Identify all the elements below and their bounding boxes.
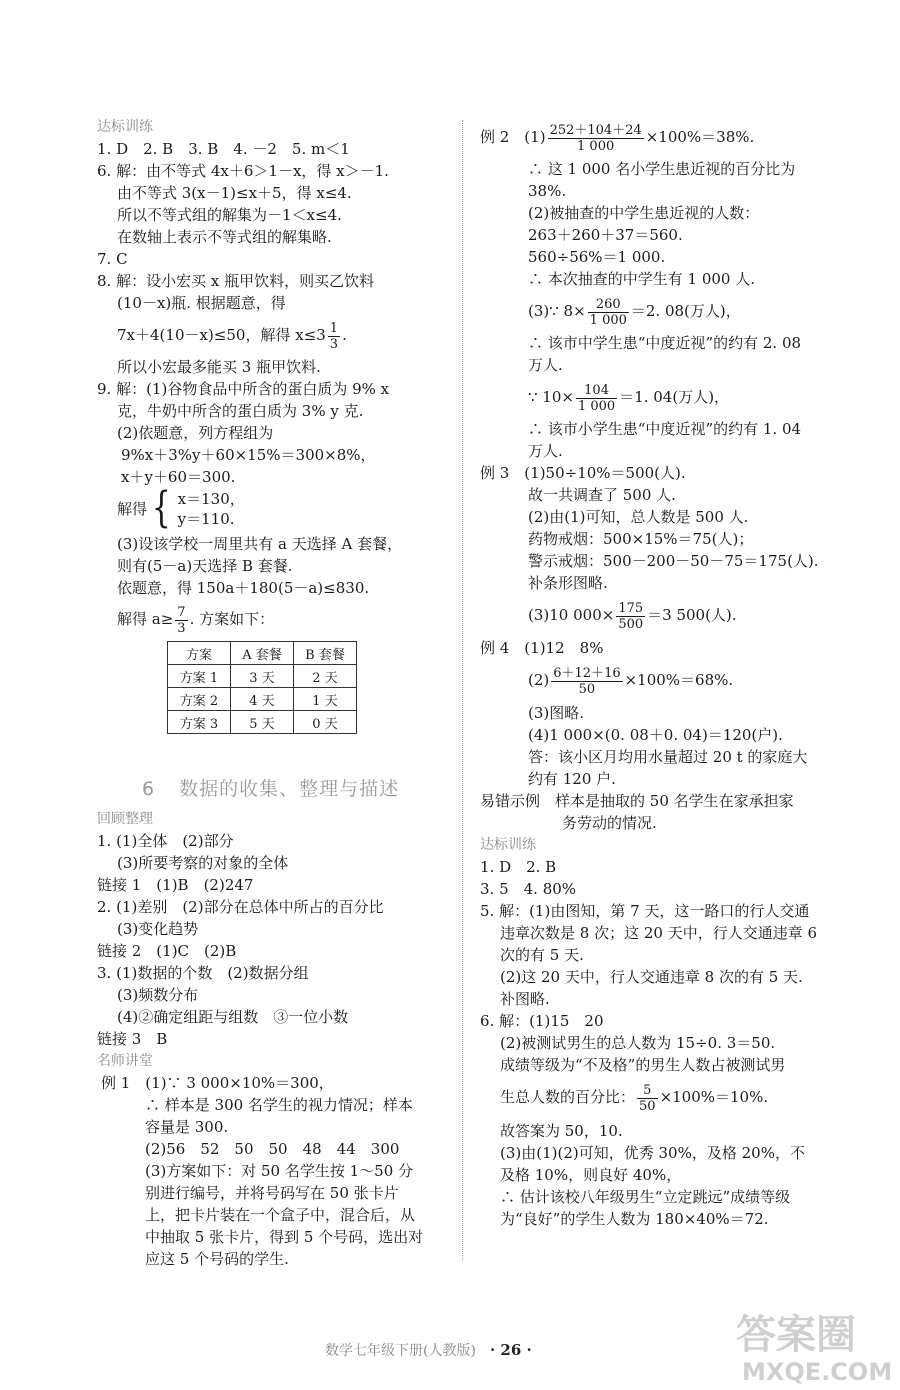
answer-line: ∴ 样本是 300 名学生的视力情况；样本: [145, 1096, 413, 1114]
table-cell: 3 天: [231, 665, 294, 688]
section-heading: 回顾整理: [97, 811, 153, 827]
answer-line: 解得 a≥ $\frac{7}{3}$ . 方案如下：: [117, 604, 275, 636]
answer-line: 9. 解：(1)谷物食品中所含的蛋白质为 9% x: [97, 380, 390, 398]
answer-line: 1. D 2. B: [480, 858, 557, 876]
answer-line: (4)1 000×(0. 08＋0. 04)＝120(户).: [528, 726, 783, 744]
answer-line: 所以小宏最多能买 3 瓶甲饮料.: [117, 358, 321, 376]
answer-line: 8. 解：设小宏买 x 瓶甲饮料，则买乙饮料: [97, 272, 375, 290]
answer-line: (3)图略.: [528, 704, 585, 722]
answer-line: 务劳动的情况.: [562, 814, 657, 832]
answer-line: 约有 120 户.: [528, 770, 616, 788]
answer-line: ∴ 该市小学生患“中度近视”的约有 1. 04: [528, 420, 802, 438]
answer-line: 则有(5－a)天选择 B 套餐.: [117, 557, 293, 575]
answer-line: 药物戒烟：500×15%＝75(人)；: [528, 530, 754, 548]
fraction: $\frac{252+104+24}{1 000}$: [549, 122, 642, 154]
table-header-cell: 方案: [168, 642, 231, 665]
page-number: · 26 ·: [489, 1341, 532, 1359]
answer-line: (2)被抽查的中学生患近视的人数：: [528, 204, 760, 222]
answer-line: 成绩等级为“不及格”的男生人数占被测试男: [500, 1056, 786, 1074]
answer-line: 链接 2 (1)C (2)B: [97, 942, 237, 960]
fraction: $\frac{5}{50}$: [639, 1082, 656, 1114]
answer-line: 38%.: [528, 182, 567, 200]
answer-line: (10－x)瓶. 根据题意，得: [117, 294, 286, 312]
answer-line: 警示戒烟：500－200－50－75＝175(人).: [528, 552, 819, 570]
answer-line: 1. (1)全体 (2)部分: [97, 832, 234, 850]
answer-line: 5. 解：(1)由图知，第 7 天，这一路口的行人交通: [480, 902, 810, 920]
answer-line: 克，牛奶中所含的蛋白质为 3% y 克.: [117, 402, 364, 420]
answer-line: (3)所要考察的对象的全体: [117, 854, 289, 872]
answer-line: 补图略.: [500, 990, 550, 1008]
answer-line: 中抽取 5 张卡片，得到 5 个号码，选出对: [145, 1228, 424, 1246]
table-cell: 5 天: [231, 711, 294, 734]
plan-table: [167, 641, 357, 734]
answer-line: ∴ 估计该校八年级男生“立定跳远”成绩等级: [500, 1188, 791, 1206]
answer-line: (2)依题意，列方程组为: [117, 424, 274, 442]
answer-line: 及格 10%，则良好 40%，: [500, 1166, 682, 1184]
table-cell: 4 天: [231, 688, 294, 711]
answer-line: (2)56 52 50 50 48 44 300: [145, 1140, 400, 1158]
answer-line: 在数轴上表示不等式组的解集略.: [117, 228, 332, 246]
answer-line: ∵ 10× $\frac{104}{1 000}$ ＝1. 04(万人)，: [528, 382, 730, 414]
fraction: $\frac{104}{1 000}$: [577, 382, 616, 414]
table-row: [168, 665, 357, 688]
answer-line: 违章次数是 8 次；这 20 天中，行人交通违章 6: [500, 924, 818, 942]
answer-line: 上，把卡片装在一个盒子中，混合后，从: [145, 1206, 416, 1224]
watermark-logo: [730, 1300, 895, 1385]
answer-line: (2)由(1)可知，总人数是 500 人.: [528, 508, 749, 526]
answer-line: 例 4 (1)12 8%: [480, 639, 604, 657]
answer-line: 6. 解：(1)15 20: [480, 1012, 604, 1030]
answer-line: 例 2 (1) $\frac{252+104+24}{1 000}$ ×100%＝38%.: [480, 122, 755, 154]
book-title: 数学七年级下册(人教版): [325, 1343, 476, 1359]
section-heading: 名师讲堂: [97, 1053, 153, 1069]
answer-line: 263＋260＋37＝560.: [528, 226, 683, 244]
answer-line: 所以不等式组的解集为－1＜x≤4.: [117, 206, 342, 224]
answer-line: 生总人数的百分比： $\frac{5}{50}$ ×100%＝10%.: [500, 1082, 769, 1114]
answer-line: 应这 5 个号码的学生.: [145, 1250, 289, 1268]
answer-line: 3. (1)数据的个数 (2)数据分组: [97, 964, 309, 982]
answer-line: 依题意，得 150a＋180(5－a)≤830.: [117, 579, 370, 597]
answer-line: ∴ 该市中学生患“中度近视”的约有 2. 08: [528, 334, 802, 352]
answer-line: 万人.: [528, 356, 563, 374]
answer-line: (3)∵ 8× $\frac{260}{1 000}$ ＝2. 08(万人)，: [528, 296, 741, 328]
answer-line: 别进行编号，并将号码写在 50 张卡片: [145, 1184, 399, 1202]
fraction: $\frac{1}{3}$: [329, 320, 339, 352]
answer-line: 6. 解：由不等式 4x＋6＞1－x，得 x＞－1.: [97, 162, 389, 180]
answer-line: 答：该小区月均用水量超过 20 t 的家庭大: [528, 748, 808, 766]
table-cell: 0 天: [294, 711, 357, 734]
table-cell: 方案 3: [168, 711, 231, 734]
chapter-number: 6: [142, 778, 156, 800]
answer-line: 例 3 (1)50÷10%＝500(人).: [480, 464, 686, 482]
answer-line: 链接 3 B: [97, 1030, 168, 1048]
answer-line: 故一共调查了 500 人.: [528, 486, 676, 504]
answer-line: 链接 1 (1)B (2)247: [97, 876, 254, 894]
watermark-text: 答案圈: [736, 1312, 856, 1358]
solution-system: 解得 { x＝130， y＝110.: [117, 483, 245, 533]
chapter-title-text: 数据的收集、整理与描述: [179, 778, 400, 800]
equation-line: 9%x＋3%y＋60×15%＝300×8%，: [121, 446, 376, 464]
answer-line: 例 1 (1)∵ 3 000×10%＝300，: [101, 1074, 334, 1092]
fraction: $\frac{175}{500}$: [618, 600, 644, 632]
answer-line: (3)设该学校一周里共有 a 天选择 A 套餐，: [117, 535, 403, 553]
column-divider: [462, 120, 463, 1260]
answer-line: 故答案为 50，10.: [500, 1122, 623, 1140]
answer-line: ∴ 这 1 000 名小学生患近视的百分比为: [528, 160, 796, 178]
answer-line: 为“良好”的学生人数为 180×40%＝72.: [500, 1210, 769, 1228]
table-header-row: [168, 642, 357, 665]
answer-line: ∴ 本次抽查的中学生有 1 000 人.: [528, 270, 756, 288]
answer-line: (4)②确定组距与组数 ③一位小数: [117, 1008, 349, 1026]
answer-line: (3)由(1)(2)可知，优秀 30%，及格 20%，不: [500, 1144, 805, 1162]
fraction: $\frac{6+12+16}{50}$: [553, 665, 621, 697]
answer-line: (3)频数分布: [117, 986, 199, 1004]
table-row: [168, 688, 357, 711]
answer-line: 容量是 300.: [145, 1118, 229, 1136]
section-heading: 达标训练: [97, 119, 153, 135]
answer-line: 560÷56%＝1 000.: [528, 248, 666, 266]
answer-line: (3)变化趋势: [117, 920, 199, 938]
answer-line: (2) $\frac{6+12+16}{50}$ ×100%＝68%.: [528, 665, 734, 697]
chapter-title: [142, 774, 399, 801]
answer-line: (2)这 20 天中，行人交通违章 8 次的有 5 天.: [500, 968, 803, 986]
answer-line: 补条形图略.: [528, 574, 608, 592]
answer-line: 3. 5 4. 80%: [480, 880, 577, 898]
fraction: $\frac{7}{3}$: [177, 604, 186, 636]
equation-line: x＋y＋60＝300.: [121, 468, 236, 486]
table-header-cell: A 套餐: [231, 642, 294, 665]
answer-line: (2)被测试男生的总人数为 15÷0. 3＝50.: [500, 1034, 776, 1052]
answer-line: 万人.: [528, 442, 563, 460]
page-footer: [325, 1340, 532, 1360]
section-heading: 达标训练: [480, 837, 536, 853]
answer-line: 7x＋4(10－x)≤50，解得 x≤3 $\frac{1}{3}$ .: [117, 320, 347, 352]
fraction: $\frac{260}{1 000}$: [589, 296, 627, 328]
table-cell: 方案 2: [168, 688, 231, 711]
answer-line: (3)方案如下：对 50 名学生按 1～50 分: [145, 1162, 414, 1180]
answer-line: 次的有 5 天.: [500, 946, 584, 964]
answer-line: 2. (1)差别 (2)部分在总体中所占的百分比: [97, 898, 384, 916]
brace-icon: {: [151, 483, 171, 533]
answer-line: (3)10 000× $\frac{175}{500}$ ＝3 500(人).: [528, 600, 737, 632]
table-cell: 1 天: [294, 688, 357, 711]
watermark-url: MXQE.COM: [742, 1358, 893, 1385]
answer-line: 易错示例 样本是抽取的 50 名学生在家承担家: [480, 792, 794, 810]
table-cell: 方案 1: [168, 665, 231, 688]
answer-line: 7. C: [97, 250, 128, 268]
table-header-cell: B 套餐: [294, 642, 357, 665]
table-cell: 2 天: [294, 665, 357, 688]
answer-line: 由不等式 3(x－1)≤x＋5，得 x≤4.: [117, 184, 352, 202]
table-row: [168, 711, 357, 734]
answer-line: 1. D 2. B 3. B 4. －2 5. m＜1: [97, 140, 350, 158]
